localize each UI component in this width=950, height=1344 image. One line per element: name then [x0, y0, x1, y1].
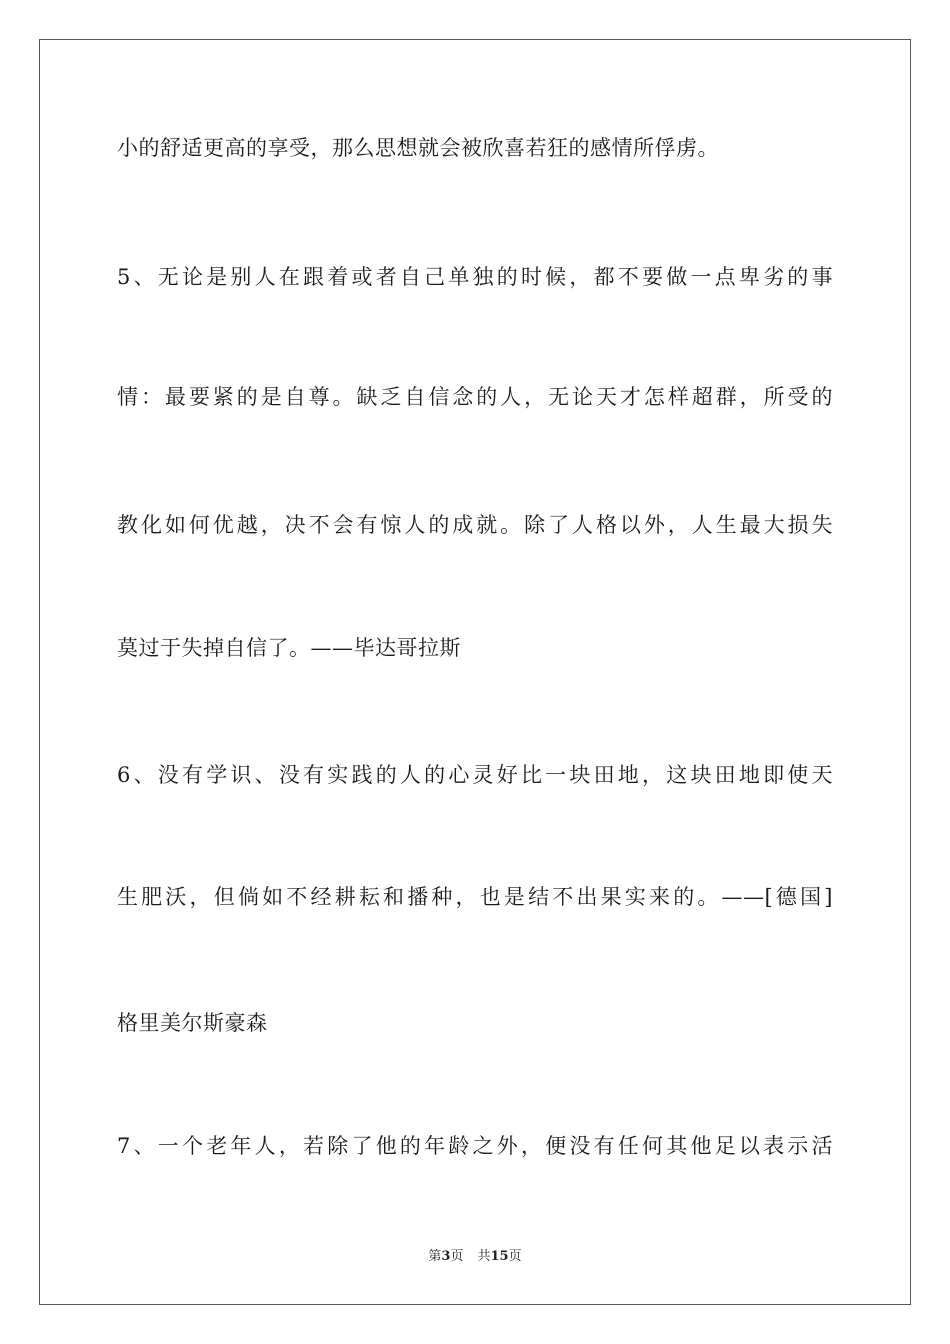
text-line: 生肥沃，但倘如不经耕耘和播种，也是结不出果实来的。——[德国]: [117, 885, 833, 909]
text-line: 7、一个老年人，若除了他的年龄之外，便没有任何其他足以表示活: [117, 1134, 833, 1158]
total-suffix: 页: [508, 1249, 522, 1264]
text-line: 小的舒适更高的享受，那么思想就会被欣喜若狂的感情所俘虏。: [117, 136, 719, 160]
page-footer: [0, 1248, 950, 1266]
text-line: 教化如何优越，决不会有惊人的成就。除了人格以外，人生最大损失: [117, 513, 833, 537]
page-suffix: 页: [450, 1249, 464, 1264]
text-line: 莫过于失掉自信了。——毕达哥拉斯: [117, 636, 461, 660]
page-number: 3: [441, 1249, 451, 1264]
page-prefix: 第: [428, 1249, 442, 1264]
page-border: [39, 39, 911, 1305]
text-line: 情：最要紧的是自尊。缺乏自信念的人，无论天才怎样超群，所受的: [117, 385, 833, 409]
total-pages: 15: [490, 1249, 509, 1264]
text-line: 6、没有学识、没有实践的人的心灵好比一块田地，这块田地即使天: [117, 763, 833, 787]
text-line: 5、无论是别人在跟着或者自己单独的时候，都不要做一点卑劣的事: [117, 265, 833, 289]
text-line: 格里美尔斯豪森: [117, 1011, 268, 1035]
total-prefix: 共: [477, 1249, 491, 1264]
